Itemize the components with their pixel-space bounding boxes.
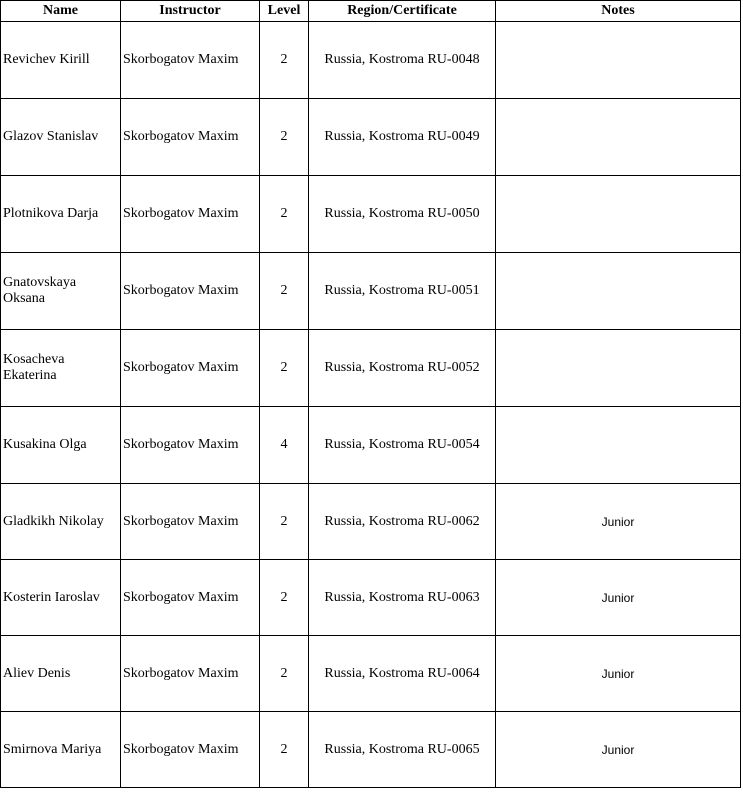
- cell-name: Plotnikova Darja: [1, 176, 121, 253]
- cell-notes: Junior: [496, 712, 741, 788]
- table-row: [1, 253, 741, 330]
- cell-region: Russia, Kostroma RU-0050: [309, 176, 496, 253]
- cell-instructor: Skorbogatov Maxim: [121, 560, 260, 636]
- cell-region: Russia, Kostroma RU-0062: [309, 484, 496, 560]
- cell-instructor: Skorbogatov Maxim: [121, 484, 260, 560]
- cell-instructor: Skorbogatov Maxim: [121, 712, 260, 788]
- cell-instructor: Skorbogatov Maxim: [121, 99, 260, 176]
- cell-region: Russia, Kostroma RU-0063: [309, 560, 496, 636]
- cell-region: Russia, Kostroma RU-0064: [309, 636, 496, 712]
- cell-notes: [496, 99, 741, 176]
- table-row: [1, 176, 741, 253]
- header-notes: Notes: [496, 1, 741, 22]
- cell-level: 2: [260, 636, 309, 712]
- cell-instructor: Skorbogatov Maxim: [121, 22, 260, 99]
- cell-level: 4: [260, 407, 309, 484]
- cell-instructor: Skorbogatov Maxim: [121, 176, 260, 253]
- cell-level: 2: [260, 99, 309, 176]
- cell-level: 2: [260, 712, 309, 788]
- cell-name: Aliev Denis: [1, 636, 121, 712]
- cell-notes: [496, 253, 741, 330]
- cell-name: Kosacheva Ekaterina: [1, 330, 121, 407]
- cell-level: 2: [260, 560, 309, 636]
- cell-notes: [496, 22, 741, 99]
- cell-name: Kusakina Olga: [1, 407, 121, 484]
- header-instructor: Instructor: [121, 1, 260, 22]
- cell-name: Revichev Kirill: [1, 22, 121, 99]
- cell-region: Russia, Kostroma RU-0052: [309, 330, 496, 407]
- cell-name: Gladkikh Nikolay: [1, 484, 121, 560]
- cell-instructor: Skorbogatov Maxim: [121, 253, 260, 330]
- cell-name: Kosterin Iaroslav: [1, 560, 121, 636]
- table-row: [1, 330, 741, 407]
- cell-region: Russia, Kostroma RU-0054: [309, 407, 496, 484]
- table-row: [1, 22, 741, 99]
- table-row: [1, 636, 741, 712]
- cell-name: Gnatovskaya Oksana: [1, 253, 121, 330]
- header-region: Region/Certificate: [309, 1, 496, 22]
- cell-level: 2: [260, 22, 309, 99]
- cell-region: Russia, Kostroma RU-0048: [309, 22, 496, 99]
- cell-instructor: Skorbogatov Maxim: [121, 407, 260, 484]
- cell-notes: [496, 176, 741, 253]
- table-row: [1, 712, 741, 788]
- cell-notes: [496, 330, 741, 407]
- cell-name: Glazov Stanislav: [1, 99, 121, 176]
- cell-instructor: Skorbogatov Maxim: [121, 636, 260, 712]
- cell-instructor: Skorbogatov Maxim: [121, 330, 260, 407]
- table-row: [1, 99, 741, 176]
- table-row: [1, 407, 741, 484]
- cell-notes: Junior: [496, 560, 741, 636]
- header-name: Name: [1, 1, 121, 22]
- cell-notes: Junior: [496, 636, 741, 712]
- cell-level: 2: [260, 330, 309, 407]
- table-row: [1, 560, 741, 636]
- cell-region: Russia, Kostroma RU-0051: [309, 253, 496, 330]
- cell-level: 2: [260, 484, 309, 560]
- cell-notes: Junior: [496, 484, 741, 560]
- cell-region: Russia, Kostroma RU-0065: [309, 712, 496, 788]
- header-level: Level: [260, 1, 309, 22]
- cell-region: Russia, Kostroma RU-0049: [309, 99, 496, 176]
- table-row: [1, 484, 741, 560]
- cell-notes: [496, 407, 741, 484]
- cell-name: Smirnova Mariya: [1, 712, 121, 788]
- cell-level: 2: [260, 176, 309, 253]
- header-row: [1, 1, 741, 22]
- cell-level: 2: [260, 253, 309, 330]
